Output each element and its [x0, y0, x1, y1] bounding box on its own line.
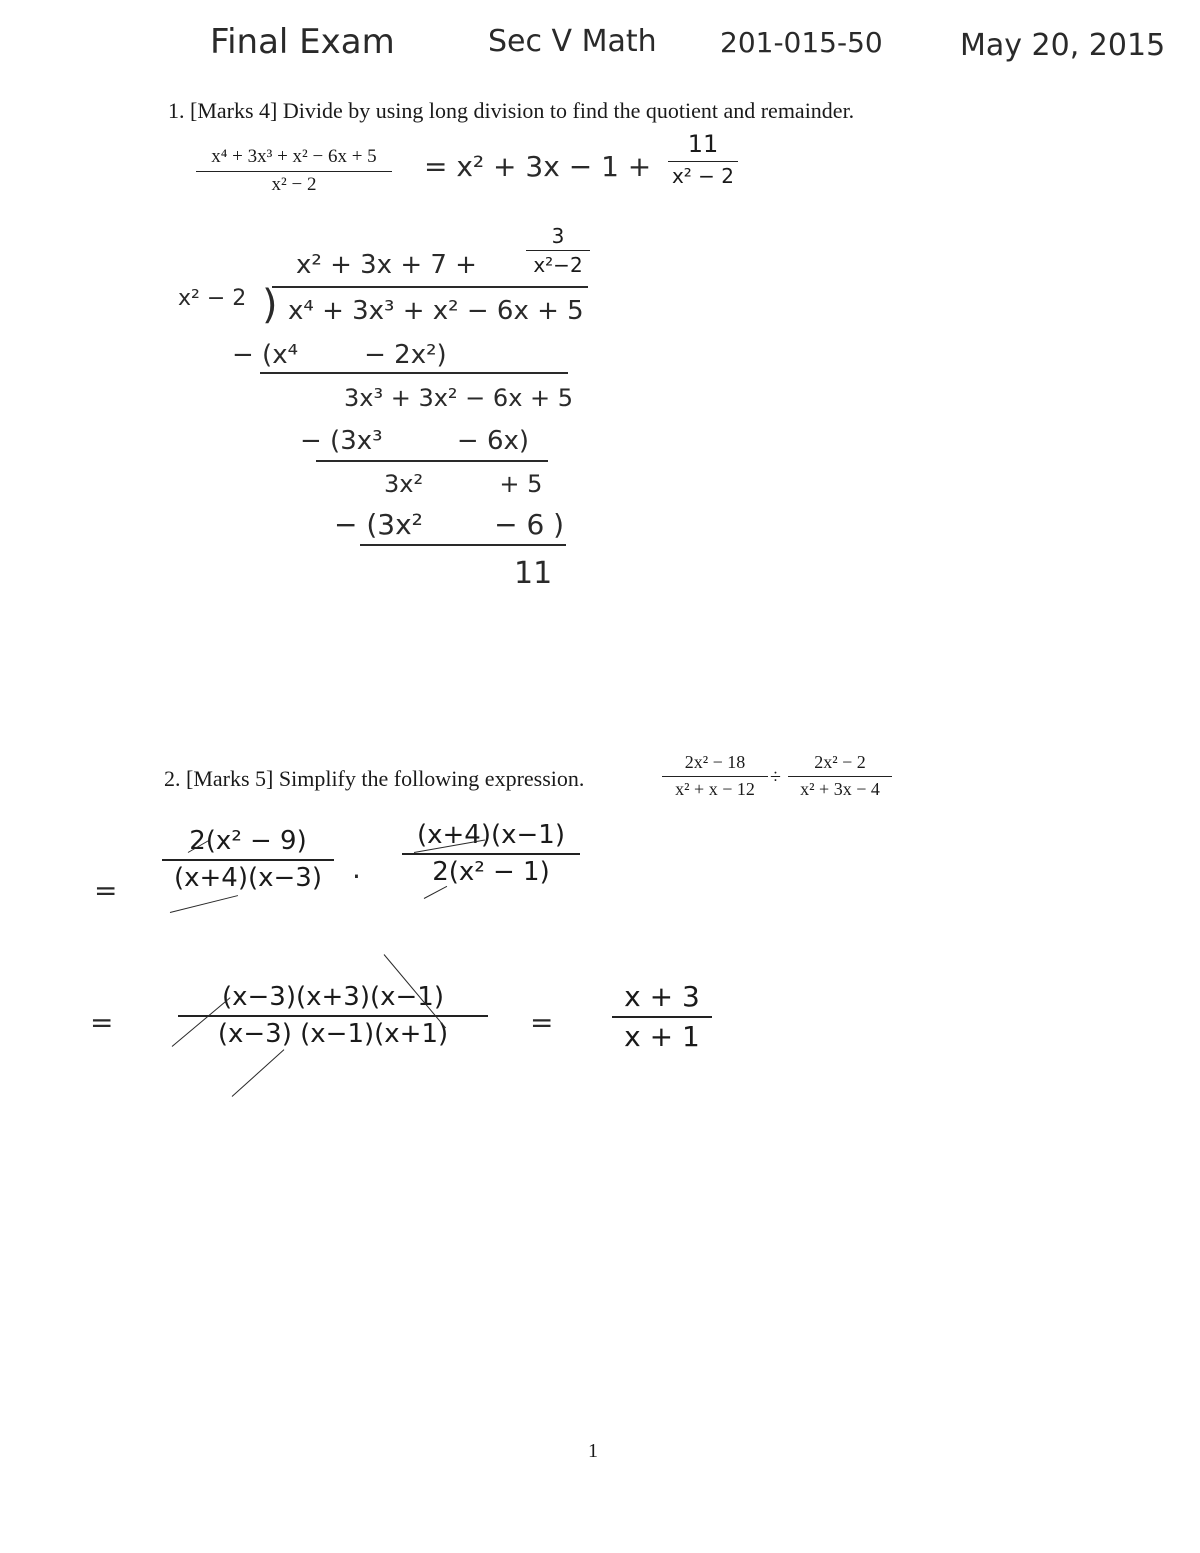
q1-quotient-fraction	[526, 224, 590, 277]
q2-work-c-den: (x−3) (x−1)(x+1)	[217, 1019, 449, 1050]
exam-date: May 20, 2015	[960, 28, 1166, 63]
q1-remainder-num: 11	[687, 130, 719, 158]
q2-fraction-1	[662, 752, 768, 800]
course-name: Sec V Math	[488, 24, 657, 59]
q1-final-remainder: 11	[514, 556, 553, 591]
q2-fraction-2	[788, 752, 892, 800]
q1-dividend: x⁴ + 3x³ + x² − 6x + 5	[211, 146, 377, 167]
q1-rem2: 3x² + 5	[384, 470, 543, 498]
q2-work-frac-b	[402, 820, 580, 888]
q2-dot: ·	[352, 860, 361, 893]
q2-work-b-den: 2(x² − 1)	[432, 857, 550, 888]
q2-work-a-den: (x+4)(x−3)	[173, 863, 322, 894]
q2-work-frac-a	[162, 826, 334, 894]
q2-divide-symbol: ÷	[770, 766, 781, 788]
step2-line	[316, 460, 548, 462]
strike-x3-bot	[232, 1049, 285, 1097]
strike-x4a	[170, 895, 238, 913]
q1-work-dividend: x⁴ + 3x³ + x² − 6x + 5	[288, 296, 584, 326]
q2-work-a-num: 2(x² − 9)	[189, 826, 307, 856]
q1-prompt: 1. [Marks 4] Divide by using long division to find the quotient and remainder.	[168, 98, 855, 123]
q2-frac1-num: 2x² − 18	[684, 752, 746, 772]
q2-eq3: =	[530, 1006, 554, 1039]
q1-answer-remainder	[668, 130, 738, 188]
q2-final-answer	[612, 980, 712, 1053]
q1-expression	[196, 146, 392, 197]
q2-final-den: x + 1	[624, 1019, 700, 1053]
q1-rem1: 3x³ + 3x² − 6x + 5	[344, 384, 574, 412]
q2-final-num: x + 3	[624, 980, 700, 1013]
q1-step2: − (3x³ − 6x)	[300, 426, 530, 456]
q1-step3: − (3x² − 6 )	[334, 508, 565, 541]
q1-quotient-frac-den: x²−2	[533, 253, 583, 277]
q1-quotient: x² + 3x + 7 +	[296, 250, 477, 280]
q2-work-frac-c	[178, 982, 488, 1050]
q2-eq2: =	[90, 1006, 114, 1039]
q2-frac2-den: x² + 3x − 4	[800, 778, 880, 799]
q2-work-c-num: (x−3)(x+3)(x−1)	[221, 982, 444, 1012]
q2-frac1-den: x² + x − 12	[675, 778, 755, 799]
division-bar	[272, 286, 588, 288]
q1-answer: = x² + 3x − 1 +	[424, 150, 652, 183]
page-number: 1	[588, 1440, 598, 1462]
q2-work-b-num: (x+4)(x−1)	[416, 820, 565, 850]
q1-remainder-den: x² − 2	[671, 163, 735, 188]
exam-title: Final Exam	[210, 22, 395, 62]
q1-work-divisor: x² − 2	[178, 286, 247, 311]
q2-frac2-num: 2x² − 2	[814, 752, 866, 772]
course-code: 201-015-50	[720, 26, 883, 59]
division-bracket: )	[262, 282, 278, 328]
step1-line	[260, 372, 568, 374]
q1-divisor: x² − 2	[271, 173, 317, 195]
q2-prompt: 2. [Marks 5] Simplify the following expression.	[164, 766, 585, 791]
q2-eq1: =	[94, 874, 118, 907]
q1-step1: − (x⁴ − 2x²)	[232, 340, 447, 370]
step3-line	[360, 544, 566, 546]
q1-quotient-frac-num: 3	[551, 224, 565, 248]
